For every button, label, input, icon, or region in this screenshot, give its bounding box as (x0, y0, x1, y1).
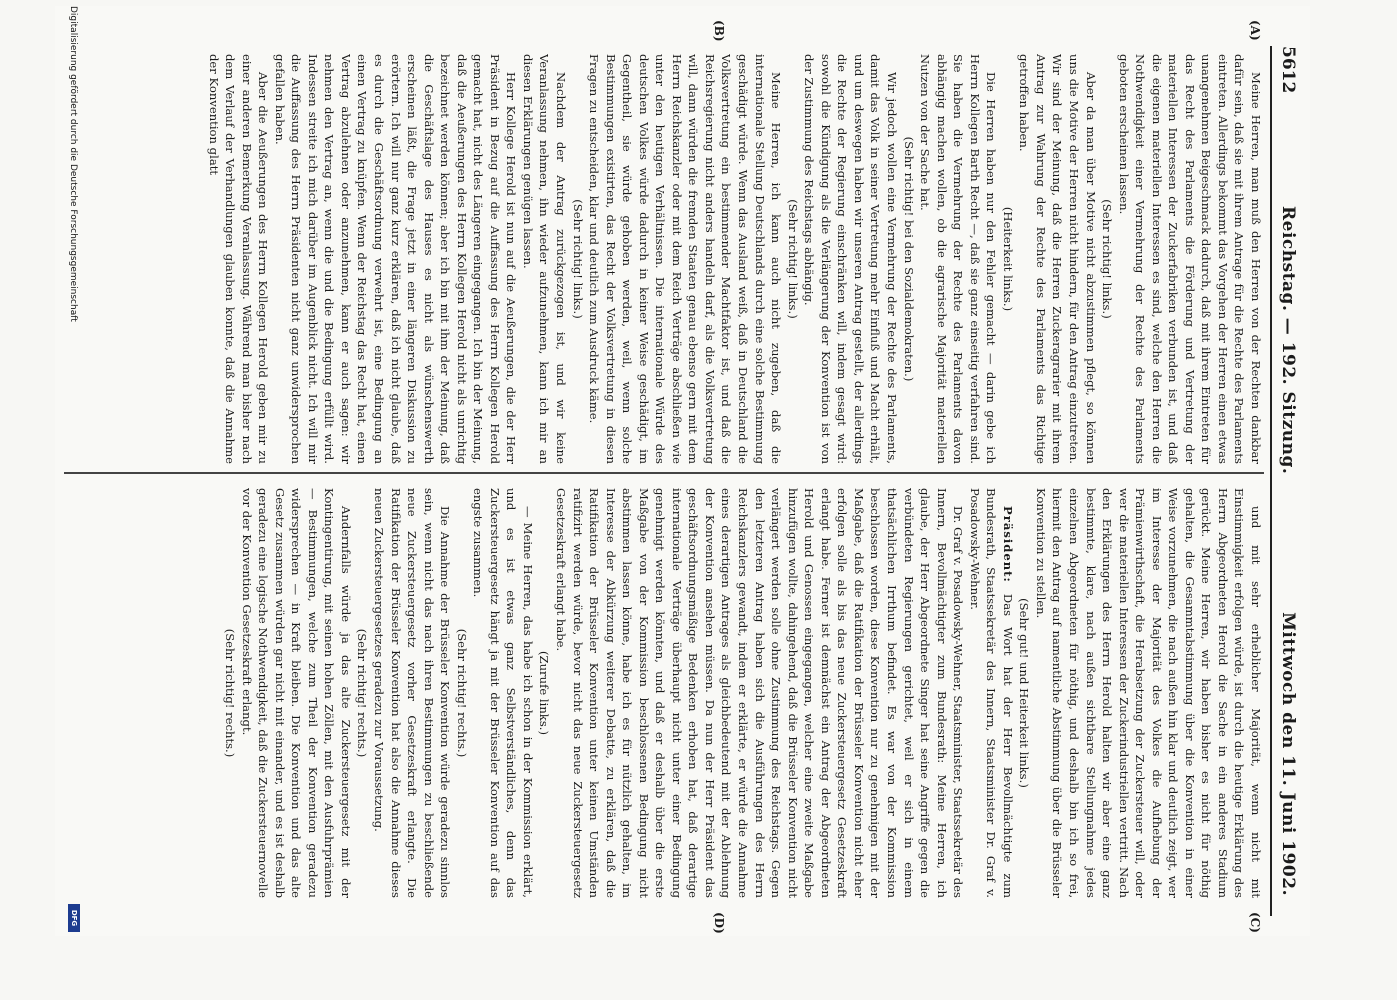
paragraph: Andernfalls würde ja das alte Zuckersteuergesetz mit der Kontingentirung, mit seinen hohen Zöllen, mit den Ausfuhrprämien — Bestimmungen, welche zum Theil der Konvention geradezu widersprechen — in Kraft bleiben. Die Konvention und das alte Gesetz zusammen würden gar nicht mit einander, und es ist deshalb geradezu eine logische Nothwendigkeit, daß die Zuckersteuernovelle vor der Konvention Gesetzeskraft erlangt. (239, 488, 353, 898)
header-rule (1270, 46, 1272, 916)
right-text-column (74, 488, 1264, 898)
session-date: Mittwoch den 11. Juni 1902. (1278, 612, 1298, 896)
paragraph: Meine Herren, man muß den Herren von der Rechten dankbar dafür sein, daß sie mit ihrem Antrage für die Rechte des Parlaments eintreten. Allerdings bekommt das Vorgehen der Herren einen etwas unangenehmen Beigeschmack dadurch, daß mit ihrem Eintreten für das Recht des Parlaments die Förderung und Vertretung der materiellen Interessen der Zuckerfabriken verbunden ist, und daß die eigenen materiellen Interessen es sind, welche den Herren die Nothwendigkeit einer Vermehrung der Rechte des Parlaments geboten erscheinen lassen. (1116, 54, 1263, 464)
dfg-logo: DFG (68, 904, 80, 932)
stage-direction: (Sehr richtig! links.) (785, 199, 800, 319)
stage-direction: (Sehr richtig! links.) (1100, 199, 1115, 319)
stage-direction: (Sehr richtig! bei den Sozialdemokraten.) (901, 136, 916, 382)
stage-direction: (Zurufe links.) (537, 651, 552, 735)
paragraph: Aber die Aeußerungen des Herrn Kollegen Herold geben mir zu einer anderen Bemerkung Veranlassung. Während man bisher nach dem Verlauf der Verhandlungen glauben konnte, daß die Annahme der Konvention glatt (206, 54, 271, 464)
margin-letter-b: (B) (712, 20, 726, 42)
stage-direction: (Sehr richtig! rechts.) (355, 628, 370, 758)
page-header (1274, 46, 1302, 906)
paragraph: Dr. Graf v. Posadowsky-Wehner, Staatsminister, Staatssekretär des Innern, Bevollmächtigter zum Bundesrath: Meine Herren, ich glaube, der Herr Abgeordnete Singer hat seine Angriffe gegen die verbündeten Regierungen gerichtet, weil er sich in einem thatsächlichen Irrthum befindet. Es war von der Kommission beschlossen worden, diese Konvention nur zu genehmigen mit der Maßgabe, daß die Ratifikation der Brüsseler Konvention nicht eher erfolgen solle als bis das neue Zuckersteuergesetz Gesetzeskraft erlangt habe. Ferner ist demnächst ein Antrag der Abgeordneten Herold und Genossen eingegangen, welcher eine zweite Maßgabe hinzufügen wollte, dahingehend, daß die Brüsseler Konvention nicht verlängert werden solle ohne Zustimmung des Reichstags. Gegen den letzteren Antrag haben sich die Ausführungen des Herrn Reichskanzlers gewandt, indem er erklärte, er würde die Annahme eines derartigen Antrages als gleichbedeutend mit der Ablehnung der Konvention ansehen müssen. Da nun der Herr Präsident das geschäftsordnungsmäßige Bedenken erhoben hat, daß derartige internationale Verträge überhaupt nicht unter einer Bedingung genehmigt werden könnten, und daß er deshalb über die erste Maßgabe von der Kommission beschlossenen Bedingung nicht abstimmen lassen könne, habe ich es für nützlich gehalten, im Interesse der Abkürzung weiterer Debatte, zu erklären, daß die Ratifikation der Brüsseler Konvention unter keinen Umständen ratifizirt werden würde, bevor nicht das neue Zuckersteuergesetz Gesetzeskraft erlangt habe. (554, 488, 966, 898)
stage-direction: (Sehr richtig! links.) (570, 199, 585, 319)
page-footer (62, 6, 82, 936)
paragraph-text: Das Wort hat der Herr Bevollmächtigte zum Bundesrath, Staatssekretär des Innern, Staatsminister Dr. Graf v. Posadowsky-Wehner. (967, 488, 1015, 898)
paragraph: Aber da man über Motive nicht abzustimmen pflegt, so können uns die Motive der Herren nicht hindern, für den Antrag einzutreten. Wir sind der Meinung, daß die Herren Zuckeragrarier mit ihrem Antrag zur Wahrung der Rechte des Parlaments das Richtige getroffen haben. (1017, 54, 1098, 464)
left-text-column (74, 54, 1264, 464)
paragraph: Wir jedoch wollen eine Vermehrung der Rechte des Parlaments, damit das Volk in seiner Vertretung mehr Einfluß und Macht erhält, und um deswegen haben wir unseren Antrag gestellt, der allerdings die Rechte der Regierung einschränken will, indem gesagt wird: sowohl die Kündigung als die Verlängerung der Konvention ist von der Zustimmung des Reichstags abhängig. (802, 54, 899, 464)
paragraph: Meine Herren, ich kann auch nicht zugeben, daß die internationale Stellung Deutschlands durch eine solche Bestimmung geschädigt würde. Wenn das Ausland weiß, daß in Deutschland die Volksvertretung ein bestimmender Machtfaktor ist, und daß die Reichsregierung nicht anders handeln darf, als die Volksvertretung will, dann würden die fremden Staaten genau ebenso gern mit dem Herrn Reichskanzler oder mit dem Reich Verträge abschließen wie unter den heutigen Verhältnissen. Die internationale Würde des deutschen Volkes würde dadurch in keiner Weise geschädigt, im Gegentheil, sie würde gehoben werden, weil, wenn solche Bestimmungen existirten, das Recht der Volksvertretung in diesen Fragen zu entscheiden, klar und deutlich zum Ausdruck käme. (587, 54, 784, 464)
speaker-name: Präsident: (1000, 506, 1015, 583)
column-divider (64, 472, 1264, 474)
paragraph: Nachdem der Antrag zurückgezogen ist, und wir keine Veranlassung nehmen, ihn wieder aufzunehmen, kann ich mir an diesen Erklärungen genügen lassen. (520, 54, 569, 464)
paragraph: — Meine Herren, das habe ich schon in der Kommission erklärt, und es ist etwas ganz Selbstverständliches, denn das Zuckersteuergesetz hängt ja mit der Brüsseler Konvention auf das engste zusammen. (471, 488, 535, 898)
page-number: 5612 (1278, 46, 1298, 94)
paragraph: Die Herren haben nur den Fehler gemacht — darin gebe ich Herrn Kollegen Barth Recht —, daß sie ganz einseitig verfahren sind. Sie haben die Vermehrung der Rechte des Parlaments davon abhängig machen wollen, ob die agrarische Majorität materiellen Nutzen von der Sache hat. (918, 54, 999, 464)
margin-letter-c: (C) (1248, 912, 1262, 933)
rotated-document-page (55, 6, 1310, 936)
digitization-credit: Digitalisierung gefördert durch die Deutsche Forschungsgemeinschaft (68, 6, 78, 322)
stage-direction: (Heiterkeit links.) (1000, 206, 1015, 312)
stage-direction: (Sehr gut! und Heiterkeit links.) (1017, 598, 1032, 788)
paragraph: Herr Kollege Herold ist nun auf die Aeußerungen, die der Herr Präsident in Bezug auf die Auffassung des Herrn Kollegen Herold gemacht hat, nicht des Längeren eingegangen. Ich bin der Meinung, daß die Aeußerungen des Herrn Kollegen Herold nicht als unrichtig bezeichnet werden können; aber ich bin mit ihm der Meinung, daß die Geschäftslage des Hauses es nicht als wünschenswerth erscheinen läßt, die Frage jetzt in einer längeren Diskussion zu erörtern. Ich will nur ganz kurz erklären, daß ich nicht glaube, daß es durch die Geschäftsordnung verwehrt ist, eine Bedingung an einen Vertrag zu knüpfen. Wenn der Reichstag das Recht hat, einen Vertrag abzulehnen oder anzunehmen, kann er auch sagen: wir nehmen den Vertrag an, wenn die und die Bedingung erfüllt wird. Indessen streite ich mich darüber im Augenblick nicht. Ich will mir die Auffassung des Herrn Präsidenten nicht ganz unwidersprochen gefallen haben. (272, 54, 519, 464)
stage-direction: (Sehr richtig! rechts.) (454, 628, 469, 758)
session-title: Reichstag. — 192. Sitzung. (1278, 206, 1298, 475)
paragraph: Die Annahme der Brüsseler Konvention würde geradezu sinnlos sein, wenn nicht das nach ihren Bestimmungen zu beschließende neue Zuckersteuergesetz vorher Gesetzeskraft erlangte. Die Ratifikation der Brüsseler Konvention hat also die Annahme dieses neuen Zuckersteuergesetzes geradezu zur Voraussetzung. (372, 488, 453, 898)
paragraph (966, 488, 1016, 898)
margin-letter-a: (A) (1248, 20, 1262, 41)
margin-letter-d: (D) (712, 912, 726, 934)
stage-direction: (Sehr richtig! rechts.) (223, 628, 238, 758)
paragraph: und mit sehr erheblicher Majorität, wenn nicht mit Einstimmigkeit erfolgen würde, ist durch die heutige Erklärung des Herrn Abgeordneten Herold die Sache in ein anderes Stadium gerückt. Meine Herren, wir haben bisher es nicht für nöthig gehalten, die Gesammtabstimmung über die Konvention in einer Weise vorzunehmen, die nach außen hin klar und deutlich zeigt, wer im Interesse der Majorität des Volkes die Aufhebung der Prämienwirthschaft, die Herabsetzung der Zuckersteuer will, oder wer die materiellen Interessen der Zuckerindustriellen vertritt. Nach den Erklärungen des Herrn Herold halten wir aber eine ganz bestimmte, klare, nach außen sichtbare Stellungnahme jedes einzelnen Abgeordneten für nöthig, und deshalb bin ich so frei, hiermit den Antrag auf namentliche Abstimmung über die Brüsseler Konvention zu stellen. (1033, 488, 1263, 898)
